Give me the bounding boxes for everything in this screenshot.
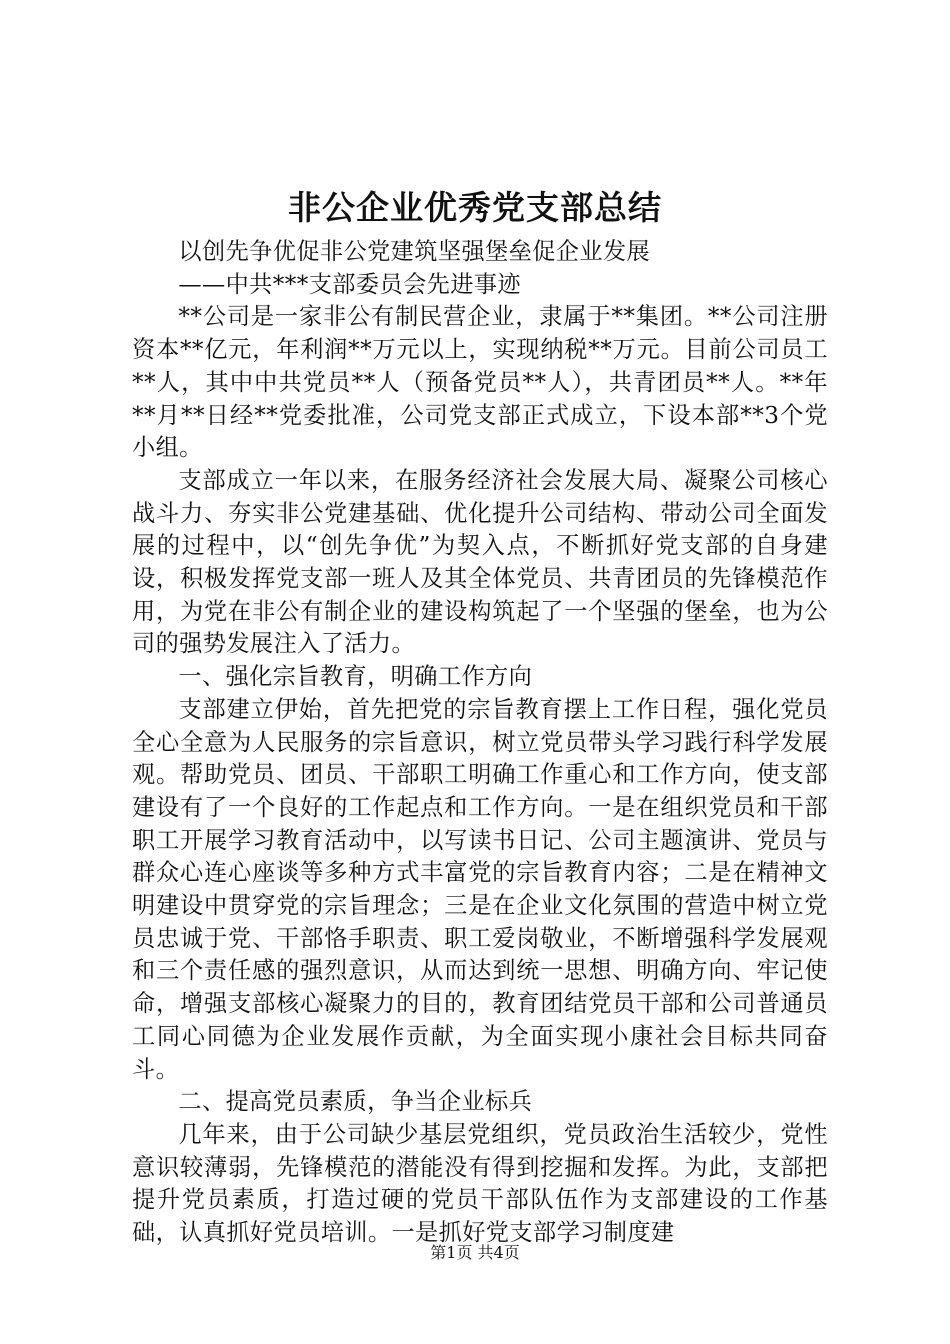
document-body (132, 236, 828, 1250)
paragraph: **公司是一家非公有制民营企业，隶属于**集团。**公司注册资本**亿元，年利润**万元以上，实现纳税**万元。目前公司员工**人，其中中共党员**人（预备党员**人），共青团员**人。**年**月**日经**党委批准，公司党支部正式成立，下设本部**3个党小组。 (132, 303, 828, 462)
subtitle-byline: ——中共***支部委员会先进事迹 (178, 270, 522, 298)
paragraph: 几年来，由于公司缺少基层党组织，党员政治生活较少，党性意识较薄弱，先锋模范的潜能没有得到挖掘和发挥。为此，支部把提升党员素质，打造过硬的党员干部队伍作为支部建设的工作基础，认真抓好党员培训。一是抓好党支部学习制度建 (132, 1120, 828, 1247)
section-heading: 一、强化宗旨教育，明确工作方向 (178, 663, 533, 691)
paragraph: 支部成立一年以来，在服务经济社会发展大局、凝聚公司核心战斗力、夯实非公党建基础、优化提升公司结构、带动公司全面发展的过程中，以“创先争优”为契入点，不断抓好党支部的自身建设，积极发挥党支部一班人及其全体党员、共青团员的先锋模范作用，为党在非公有制企业的建设构筑起了一个坚强的堡垒，也为公司的强势发展注入了活力。 (132, 466, 828, 658)
document-title: 非公企业优秀党支部总结 (288, 188, 662, 227)
paragraph: 支部建立伊始，首先把党的宗旨教育摆上工作日程，强化党员全心全意为人民服务的宗旨意识，树立党员带头学习践行科学发展观。帮助党员、团员、干部职工明确工作重心和工作方向，使支部建设有了一个良好的工作起点和工作方向。一是在组织党员和干部职工开展学习教育活动中，以写读书日记、公司主题演讲、党员与群众心连心座谈等多种方式丰富党的宗旨教育内容；二是在精神文明建设中贯穿党的宗旨理念；三是在企业文化氛围的营造中树立党员忠诚于党、干部恪手职责、职工爱岗敬业，不断增强科学发展观和三个责任感的强烈意识，从而达到统一思想、明确方向、牢记使命，增强支部核心凝聚力的目的，教育团结党员干部和公司普通员工同心同德为企业发展作贡献，为全面实现小康社会目标共同奋斗。 (132, 695, 828, 1083)
section-heading: 二、提高党员素质，争当企业标兵 (178, 1088, 533, 1116)
page-number: 第1页 共4页 (430, 1243, 520, 1262)
subtitle: 以创先争优促非公党建筑坚强堡垒促企业发展 (178, 238, 651, 265)
